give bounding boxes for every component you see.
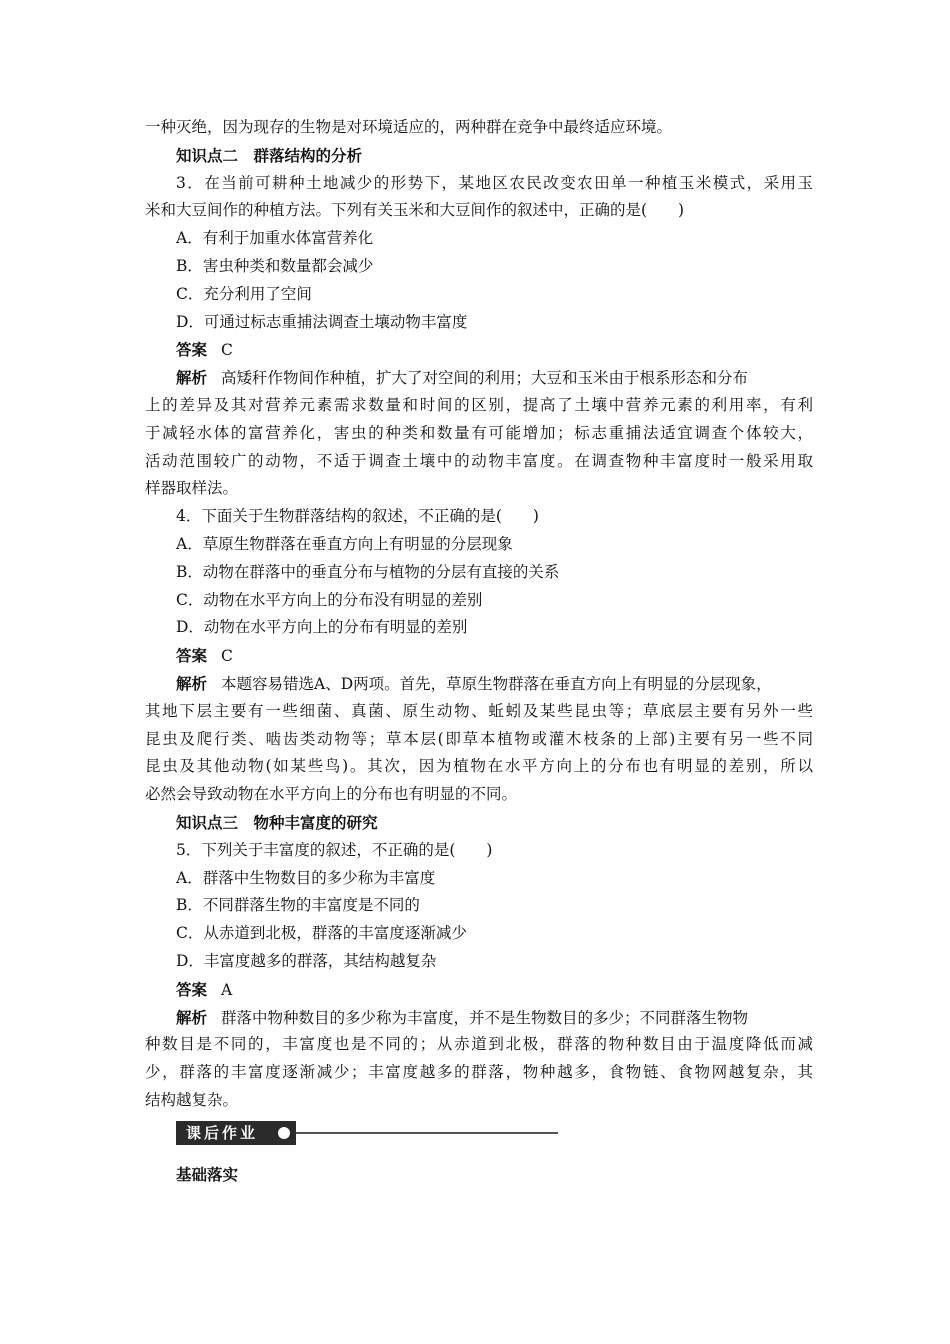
analysis-line: 昆虫及其他动物(如某些鸟)。其次，因为植物在水平方向上的分布也有明显的差别，所以 — [145, 757, 813, 776]
paragraph-line: 一种灭绝，因为现存的生物是对环境适应的，两种群在竞争中最终适应环境。 — [145, 118, 673, 136]
analysis-label: 解析 — [176, 1007, 208, 1027]
section-heading: 知识点三 物种丰富度的研究 — [176, 812, 378, 832]
analysis-line: 活动范围较广的动物，不适于调查土壤中的动物丰富度。在调查物种丰富度时一般采用取 — [145, 451, 813, 470]
option-c: C．充分利用了空间 — [176, 284, 312, 303]
analysis-line: 结构越复杂。 — [145, 1090, 239, 1109]
analysis-label: 解析 — [176, 673, 208, 693]
analysis-line: 解析 群落中物种数目的多少称为丰富度，并不是生物数目的多少；不同群落生物物 — [176, 1007, 749, 1027]
option-a: A．群落中生物数目的多少称为丰富度 — [176, 868, 436, 887]
question-3-stem: 米和大豆间作的种植方法。下列有关玉米和大豆间作的叙述中，正确的是( ) — [145, 201, 685, 220]
homework-banner-label: 课后作业 — [176, 1121, 296, 1145]
section-heading: 知识点二 群落结构的分析 — [176, 145, 363, 165]
analysis-line: 样器取样法。 — [145, 479, 239, 498]
analysis-line: 解析 本题容易错选A、D两项。首先，草原生物群落在垂直方向上有明显的分层现象， — [176, 673, 772, 693]
option-d: D．丰富度越多的群落，其结构越复杂 — [176, 951, 437, 970]
analysis-line: 上的差异及其对营养元素需求数量和时间的区别，提高了土壤中营养元素的利用率，有利 — [145, 395, 813, 414]
option-d: D．动物在水平方向上的分布有明显的差别 — [176, 618, 468, 637]
answer-line — [0, 642, 950, 670]
analysis-line: 少，群落的丰富度逐渐减少；丰富度越多的群落，物种越多，食物链、食物网越复杂，其 — [145, 1063, 813, 1082]
question-4-stem: 4．下面关于生物群落结构的叙述，不正确的是( ) — [176, 507, 539, 526]
answer-label: 答案 — [176, 979, 208, 999]
answer-label: 答案 — [176, 646, 208, 666]
option-b: B．不同群落生物的丰富度是不同的 — [176, 896, 420, 915]
question-3-stem: 3．在当前可耕种土地减少的形势下，某地区农民改变农田单一种植玉米模式，采用玉 — [176, 173, 813, 192]
option-a: A．有利于加重水体富营养化 — [176, 229, 374, 248]
bullet-dot-icon — [278, 1127, 290, 1139]
subsection-heading: 基础落实 — [176, 1164, 239, 1184]
answer-line — [0, 976, 950, 1004]
option-d: D．可通过标志重捕法调查土壤动物丰富度 — [176, 312, 468, 331]
option-a: A．草原生物群落在垂直方向上有明显的分层现象 — [176, 534, 513, 553]
document-page — [0, 114, 950, 1188]
answer-value: C — [221, 341, 233, 360]
option-c: C．从赤道到北极，群落的丰富度逐渐减少 — [176, 924, 467, 943]
analysis-line: 昆虫及爬行类、啮齿类动物等；草本层(即草本植物或灌木枝条的上部)主要有另一些不同 — [145, 729, 813, 748]
answer-value: A — [221, 980, 233, 999]
option-b: B．动物在群落中的垂直分布与植物的分层有直接的关系 — [176, 562, 560, 581]
analysis-line: 于减轻水体的富营养化，害虫的种类和数量有可能增加；标志重捕法适宜调查个体较大， — [145, 423, 813, 442]
answer-label: 答案 — [176, 340, 208, 360]
analysis-line: 必然会导致动物在水平方向上的分布也有明显的不同。 — [145, 785, 518, 804]
answer-value: C — [221, 647, 233, 666]
banner-rule — [296, 1132, 558, 1134]
analysis-label: 解析 — [176, 368, 208, 388]
answer-line — [0, 336, 950, 364]
option-b: B．害虫种类和数量都会减少 — [176, 256, 374, 275]
analysis-line: 解析 高矮秆作物间作种植，扩大了对空间的利用；大豆和玉米由于根系形态和分布 — [176, 368, 749, 388]
option-c: C．动物在水平方向上的分布没有明显的差别 — [176, 590, 483, 609]
question-5-stem: 5．下列关于丰富度的叙述，不正确的是( ) — [176, 840, 493, 859]
analysis-line: 其地下层主要有一些细菌、真菌、原生动物、蚯蚓及某些昆虫等；草底层主要有另外一些 — [145, 701, 813, 720]
analysis-line: 种数目是不同的，丰富度也是不同的；从赤道到北极，群落的物种数目由于温度降低而减 — [145, 1035, 813, 1054]
homework-banner — [0, 1115, 950, 1159]
